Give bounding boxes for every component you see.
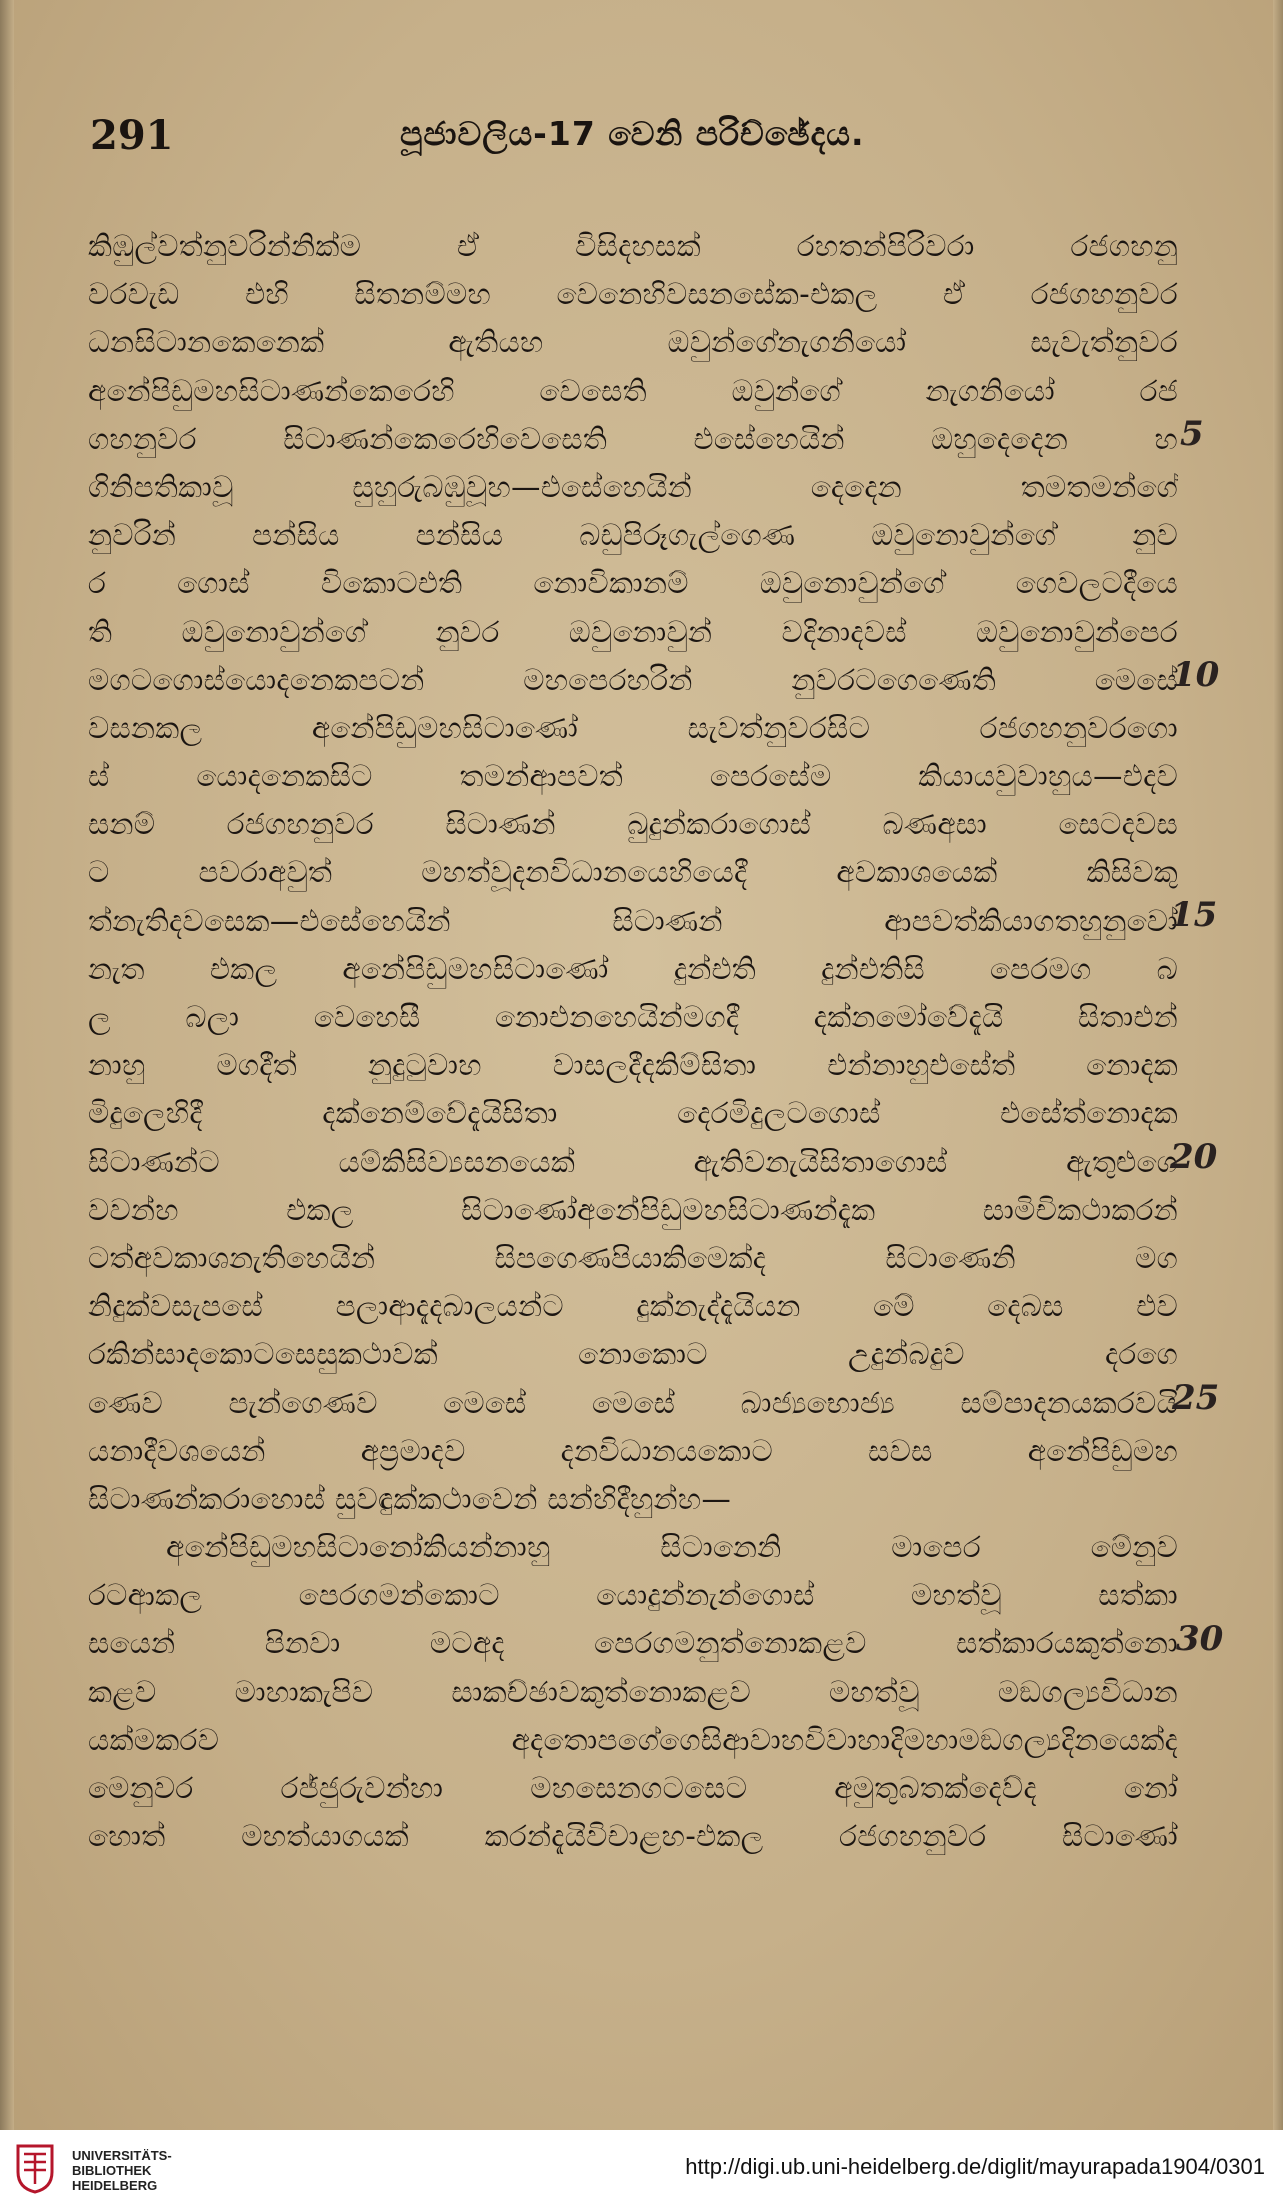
text-line: මගටගොස්යොදනෙකපටන් මහපෙරහරින් නුවරටගෙණෙති මෙසේ	[88, 662, 1178, 697]
text-line: නිදුක්වසැපසේ පලාආදැදබාලයන්ට දුක්නැද්දැයියන මේ දෙබස එව	[88, 1289, 1178, 1324]
text-line: මෙනුවර රජ්ජුරුවන්හා මහසෙනගටසෙට අමුතුබතක්දෙව්ද නෝ	[88, 1771, 1178, 1805]
footer-bar	[0, 2130, 1283, 2207]
text-line: කිඹුල්වත්නුවරින්නික්ම ඒ විසිදහසක් රහතන්පිරිවරා රජගහනු	[88, 229, 1178, 263]
text-line: වසනකල අනේපිඩුමහසිටාණෝ සැවත්නුවරසිට රජගහනුවරගො	[88, 710, 1178, 745]
body-text	[88, 222, 1178, 1860]
line-number-marker: 10	[1172, 655, 1220, 695]
text-line: ට පවරාඅවුත් මහත්වූදනවිධානයෙහියෙදී අවකාශයෙක් කිසිවකු	[88, 855, 1178, 890]
text-line: අනේපිඩුමහසිටානෝකියන්නාහු සිටානෙනි මාපෙර මේනුව	[166, 1530, 1178, 1565]
page-header	[90, 112, 1190, 172]
text-line: ස් යොදනෙකසිට තමන්ආපවත් පෙරසේම කියායවුවාහුය—එදව	[88, 759, 1178, 794]
text-line: ර ගොස් විකොටඑති නොවිකානම් ඔවුනොවුන්ගේ ගෙවලටදීයෙ	[88, 566, 1178, 601]
text-line: හොත් මහත්යාගයක් කරන්දැයිවිචාළහ-එකල රජගහනුවර සිටාණෝ	[88, 1819, 1178, 1854]
text-line: නැත එකල අනේපිඩුමහසිටාණෝ දුන්එති දුන්එතිසි පෙරමග බ	[88, 951, 1178, 986]
text-line: ති ඔවුනොවුන්ගේ නුවර ඔවුනොවුන් වදිනාදවස් ඔවුනොවුන්පෙර	[88, 614, 1178, 649]
text-line: ටත්අවකාශනැතිහෙයින් සිපගෙණපියාකිමෙක්ද සිටාණෙනි මග	[88, 1240, 1178, 1275]
source-url[interactable]: http://digi.ub.uni-heidelberg.de/diglit/mayurapada1904/0301	[685, 2154, 1265, 2179]
university-seal-icon	[14, 2142, 56, 2194]
text-line: සිටාණන්ට යම්කිසිව්‍යසනයෙක් ඇතිවනැයිසිතාගොස් ඇතුළුගෙ	[88, 1144, 1178, 1179]
line-number-marker: 5	[1180, 414, 1204, 454]
text-line: ගිනිපතිකාවූ සුහුරුබඹුවූහ—එසේහෙයින් දෙදෙන තමතමන්ගේ	[88, 469, 1178, 504]
text-line: රටආකල පෙරගමන්කොට යොදුන්නැන්ගොස් මහත්වූ සත්කා	[88, 1578, 1178, 1613]
running-title: පූජාවලිය-17 වෙනි පරිච්ඡේදය.	[400, 114, 865, 153]
line-number-marker: 20	[1170, 1137, 1218, 1177]
text-line: මිදුලෙහිදී දක්නෙම්වේදැයිසිතා දෙරමිදුලටගොස් එසේත්නොදක	[88, 1096, 1178, 1131]
text-line: ල බලා වෙහෙසී නොඑනහෙයින්මගදී දක්නමෝවේදැයි සිතාඑන්	[88, 1000, 1178, 1034]
page-edge-right	[1273, 0, 1283, 2130]
text-line: ත්නැතිදවසෙක—එසේහෙයින් සිටාණන් ආපවත්කියාගතහුනුවෝ	[88, 903, 1178, 938]
text-line: නුවරින් පන්සිය පන්සිය බඩුපිරූගැල්ගෙණ ඔවුනොවුන්ගේ නුව	[88, 518, 1178, 553]
text-line: කළව මාහාකැපිව සාකච්ඡාවකුත්නොකළව මහත්වූ මඞගල්‍යවිධාන	[88, 1674, 1178, 1709]
page-number: 291	[90, 112, 174, 159]
text-line: සිටාණන්කරාහොස් සුවඳුක්කථාවෙන් සන්හිදීහුන්හ—	[88, 1481, 732, 1516]
library-name-line: HEIDELBERG	[72, 2178, 158, 2193]
text-line: ධනසිටානකෙනෙක් ඇතියහ ඔවුන්ගේනැගනියෝ සැවැත්නුවර	[88, 325, 1178, 360]
text-line: රකින්සාදකොටසෙසුකථාවක් නොකොට උදුන්බදුව දරගෙ	[88, 1337, 1178, 1372]
text-line: යක්මකරව අදතොපගේගෙසිආවාහවිවාහාදිමහාමඞගල්‍යදිනයෙක්ද	[88, 1722, 1178, 1757]
text-line: යනාදීවශයෙන් අප්‍රමාදව දනවිධානයකොට සවස අනේපිඩුමහ	[88, 1433, 1178, 1468]
line-number-marker: 30	[1176, 1619, 1224, 1659]
page-edge-left	[0, 0, 14, 2130]
text-line: ණෙව පැන්ගෙණව මෙසේ මෙසේ බාජ්‍යභොජ්‍ය සම්පාදනයකරවයි	[88, 1385, 1178, 1420]
text-line: වවන්හ එකල සිටාණෝඅනේපිඩුමහසිටාණන්දැක සාමිචිකථාකරන්	[88, 1192, 1178, 1227]
library-name-line: UNIVERSITÄTS-	[72, 2148, 172, 2163]
library-name	[72, 2148, 172, 2193]
text-line: සනම් රජගහනුවර සිටාණන් බුදුන්කරාගොස් බණඅසා සෙටදවස	[88, 807, 1178, 842]
text-line: සයෙන් පිනවා මටඅද පෙරගමනුත්නොකළව සත්කාරයකුත්නො	[88, 1626, 1178, 1661]
text-line: ගහනුවර සිටාණන්කෙරෙහිවෙසෙති එසේහෙයින් ඔහුදෙදෙන හ	[88, 421, 1178, 456]
library-name-line: BIBLIOTHEK	[72, 2163, 152, 2178]
line-number-marker: 25	[1172, 1378, 1220, 1418]
line-number-marker: 15	[1170, 895, 1218, 935]
text-line: අනේපිඩුමහසිටාණන්කෙරෙහි වෙසෙති ඔවුන්ගේ නැගනියෝ රජ	[88, 373, 1178, 408]
text-line: නාහු මගදීත් නුදුටුවාහ වාසලදීදකිම්සිතා එන්නාහුඑසේත් නොදක	[88, 1048, 1178, 1083]
text-line: වරවැඩ එහි සිතනම්මහ වෙනෙහිවසනසේක-එකල ඒ රජගහනුවර	[88, 277, 1178, 312]
